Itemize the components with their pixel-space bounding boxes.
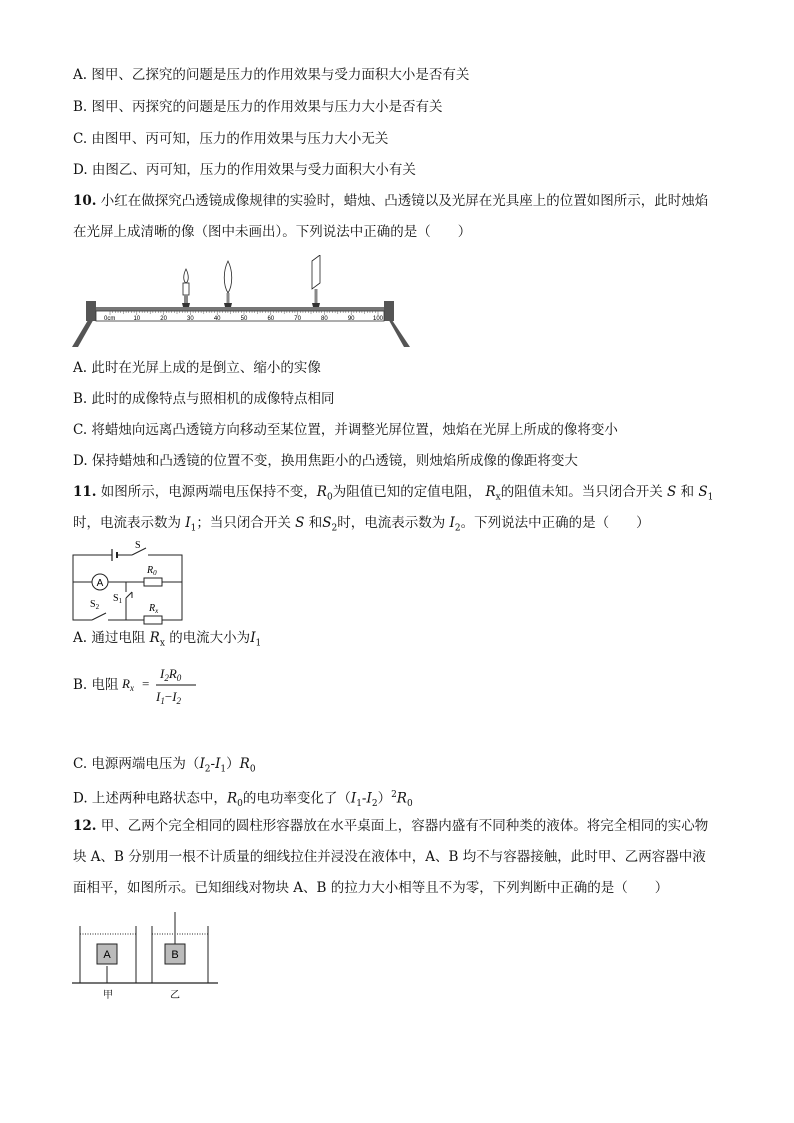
symbol-s: S xyxy=(698,484,708,500)
formula-lhs xyxy=(121,676,134,693)
subscript: 0 xyxy=(249,764,256,775)
subscript: 2 xyxy=(454,523,461,534)
r0-label xyxy=(146,565,157,577)
q11-option-a xyxy=(73,629,261,653)
ruler-tick-label: 20 xyxy=(160,316,167,322)
formula-rx xyxy=(120,664,210,708)
q10-number: 10. xyxy=(73,193,97,209)
candle xyxy=(182,269,190,307)
formula-numerator xyxy=(159,666,182,683)
subscript: 1 xyxy=(255,638,262,649)
block-a-label: A xyxy=(103,949,111,961)
q10-stem-line1 xyxy=(73,192,708,210)
r0-subscript: 0 xyxy=(153,569,157,577)
ruler-tick-label: 70 xyxy=(294,316,301,322)
subscript: 2 xyxy=(164,673,169,683)
q12-stem-line1 xyxy=(73,817,708,835)
symbol-i: I xyxy=(172,689,177,704)
optical-bench-figure xyxy=(72,255,412,350)
s1-symbol: S xyxy=(113,593,119,604)
r0-symbol: R xyxy=(147,565,154,576)
q11-text: 时，电流表示数为 xyxy=(337,515,446,531)
q9-option-b: B. 图甲、丙探究的问题是压力的作用效果与压力大小是否有关 xyxy=(73,99,443,115)
subscript: 1 xyxy=(356,799,362,810)
subscript: 0 xyxy=(326,492,333,503)
q11-option-b-text: B. 电阻 xyxy=(73,677,119,693)
q11-text: 和 xyxy=(680,484,695,500)
q9-option-a: A. 图甲、乙探究的问题是压力的作用效果与受力面积大小是否有关 xyxy=(73,67,470,83)
q11-option-d: D. 上述两种电路状态中，$R_0$的电功率变化了$(I_1-I_2)^2R_0$ xyxy=(73,790,413,810)
s1-subscript: 1 xyxy=(118,597,123,605)
symbol-r: R xyxy=(226,790,238,807)
symbol-i: I xyxy=(366,790,372,807)
subscript: 0 xyxy=(237,799,243,810)
q11-text: 的阻值未知。当只闭合开关 xyxy=(500,484,663,500)
q11-text: 。下列说法中正确的是（ ） xyxy=(460,515,650,531)
formula-equals: = xyxy=(142,676,150,691)
q11-text: 时，电流表示数为 xyxy=(73,515,181,531)
q10-option-d: D. 保持蜡烛和凸透镜的位置不变，换用焦距小的凸透镜，则烛焰所成像的像距将变大 xyxy=(73,453,578,469)
block-b-label: B xyxy=(171,949,179,961)
rx-subscript: x xyxy=(155,607,159,615)
subscript: 2 xyxy=(204,764,211,775)
q11-option-c-text: ） xyxy=(226,756,240,772)
q12-stem-line2: 块 A、B 分别用一根不计质量的细线拉住并浸没在液体中，A、B 均不与容器接触，此时甲、乙两容器中液 xyxy=(73,849,706,865)
q10-option-c: C. 将蜡烛向远离凸透镜方向移动至某位置，并调整光屏位置，烛焰在光屏上所成的像将变小 xyxy=(73,422,618,438)
ruler-tick-label: 30 xyxy=(187,316,194,322)
symbol-s: S xyxy=(322,515,332,531)
subscript: 0 xyxy=(406,799,413,810)
bench-left-end xyxy=(86,301,96,321)
q11-option-d-text: 的电功率变化了（ xyxy=(242,790,351,807)
bench-right-end xyxy=(384,301,394,321)
q11-option-a-text: A. 通过电阻 xyxy=(73,630,146,646)
subscript: 1 xyxy=(220,764,227,775)
ruler-tick-label: 60 xyxy=(267,316,275,322)
q9-option-d: D. 由图乙、丙可知，压力的作用效果与受力面积大小有关 xyxy=(73,162,416,178)
q11-text: 为阻值已知的定值电阻， xyxy=(332,484,482,500)
light-screen xyxy=(312,255,320,307)
subscript: 2 xyxy=(176,696,182,706)
container-label-yi: 乙 xyxy=(170,990,180,1001)
ruler-tick-label: 0cm xyxy=(104,316,116,322)
circuit-diagram xyxy=(70,540,190,625)
q10-stem-line2: 在光屏上成清晰的像（图中未画出）。下列说法中正确的是（ ） xyxy=(73,224,472,240)
container-label-jia: 甲 xyxy=(103,990,113,1001)
convex-lens xyxy=(224,261,232,307)
q9-option-c: C. 由图甲、丙可知，压力的作用效果与压力大小无关 xyxy=(73,131,389,147)
s2-subscript: 2 xyxy=(95,603,100,611)
symbol-r: R xyxy=(396,790,407,807)
subscript: 1 xyxy=(160,696,165,706)
q11-option-c-text: C. 电源两端电压为（ xyxy=(73,756,200,772)
symbol-i: I xyxy=(250,630,256,646)
q10-option-b: B. 此时的成像特点与照相机的成像特点相同 xyxy=(73,391,335,407)
symbol-s: S xyxy=(295,515,305,531)
q12-text: 甲、乙两个完全相同的圆柱形容器放在水平桌面上，容器内盛有不同种类的液体。将完全相同的实心物 xyxy=(96,818,709,834)
ruler-tick-label: 40 xyxy=(213,316,221,322)
symbol-r: R xyxy=(149,630,160,646)
symbol-i: I xyxy=(160,666,165,681)
bench-rail-top xyxy=(96,307,384,311)
subscript: x xyxy=(159,638,165,649)
q11-option-b xyxy=(73,676,119,694)
ruler-tick-label: 50 xyxy=(240,316,248,322)
q10-option-a: A. 此时在光屏上成的是倒立、缩小的实像 xyxy=(73,360,321,376)
symbol-i: I xyxy=(449,515,455,531)
subscript: 2 xyxy=(371,799,378,810)
rx-label xyxy=(148,603,159,615)
symbol-r: R xyxy=(122,676,130,691)
subscript: x xyxy=(495,492,501,503)
q11-stem-line2 xyxy=(73,514,650,538)
subscript: 2 xyxy=(331,523,338,534)
q11-text: 和 xyxy=(308,515,323,531)
containers-figure xyxy=(70,910,220,1002)
symbol-r: R xyxy=(316,484,327,500)
s2-label xyxy=(90,599,100,611)
q11-number: 11. xyxy=(73,484,97,500)
q11-stem-line1 xyxy=(73,483,713,507)
switch-s-label: S xyxy=(135,540,141,551)
ruler-tick-label: 100 xyxy=(372,316,384,322)
symbol-i: I xyxy=(199,756,205,772)
ruler-tick-label: 10 xyxy=(133,316,141,322)
subscript: 1 xyxy=(707,492,714,503)
q11-text: 如图所示，电源两端电压保持不变， xyxy=(96,484,317,500)
q11-option-c: C. 电源两端电压为$(I_2-I_1)R_0$ xyxy=(73,756,256,775)
formula-denominator: $I_1-I_2$ xyxy=(156,689,182,706)
subscript: 0 xyxy=(176,673,182,683)
ruler-tick-label: 80 xyxy=(321,316,328,322)
superscript: 2 xyxy=(391,790,397,800)
q10-stem-text1: 小红在做探究凸透镜成像规律的实验时，蜡烛、凸透镜以及光屏在光具座上的位置如图所示，此时烛焰 xyxy=(96,193,709,209)
q12-number: 12. xyxy=(73,818,97,834)
symbol-i: I xyxy=(185,515,191,531)
symbol-r: R xyxy=(485,484,496,500)
ammeter-label: A xyxy=(96,578,104,589)
symbol-r: R xyxy=(168,666,177,681)
q11-option-d-text: D. 上述两种电路状态中， xyxy=(73,790,227,807)
q12-stem-line3: 面相平，如图所示。已知细线对物块 A、B 的拉力大小相等且不为零，下列判断中正确的是（ ） xyxy=(73,880,669,896)
symbol-i: I xyxy=(350,790,357,807)
q11-option-a-text: 的电流大小为 xyxy=(169,630,251,646)
subscript: 1 xyxy=(190,523,197,534)
subscript: x xyxy=(129,683,134,693)
symbol-i: I xyxy=(156,689,161,704)
symbol-s: S xyxy=(667,484,677,500)
symbol-r: R xyxy=(239,756,250,772)
s2-symbol: S xyxy=(90,599,96,610)
q11-text: ；当只闭合开关 xyxy=(196,515,291,531)
ruler-tick-label: 90 xyxy=(347,316,355,322)
symbol-i: I xyxy=(215,756,221,772)
rx-symbol: R xyxy=(149,603,156,614)
q11-option-d-text: ） xyxy=(377,790,392,807)
s1-label xyxy=(113,593,123,605)
